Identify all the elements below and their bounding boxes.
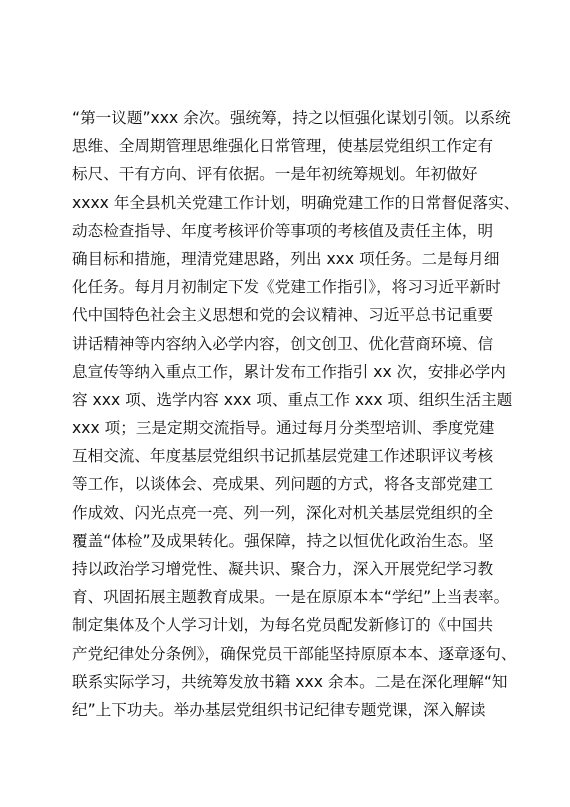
text-line: 动态检查指导、年度考核评价等事项的考核值及责任主体，明 [72,221,494,240]
text-line: 联系实际学习，共统筹发放书籍 xxx 余本。二是在深化理解“知 [72,672,508,691]
text-line: xxx 项；三是定期交流指导。通过每月分类型培训、季度党建 [72,419,495,438]
text-line: 等工作，以谈体会、亮成果、列问题的方式，将各支部党建工 [72,475,494,494]
text-line: 讲话精神等内容纳入必学内容，创文创卫、优化营商环境、信 [72,334,494,353]
text-line: 制定集体及个人学习计划，为每名党员配发新修订的《中国共 [72,616,494,635]
text-line: 思维、全周期管理思维强化日常管理，使基层党组织工作定有 [72,137,494,156]
text-line: 作成效、闪光点亮一亮、列一列，深化对机关基层党组织的全 [72,503,494,522]
text-line: xxxx 年全县机关党建工作计划，明确党建工作的日常督促落实、 [72,193,520,212]
text-line: 息宣传等纳入重点工作，累计发布工作指引 xx 次，安排必学内 [72,362,506,381]
text-line: 育、巩固拓展主题教育成果。一是在原原本本“学纪”上当表率。 [72,588,510,607]
text-line: 产党纪律处分条例》，确保党员干部能坚持原原本本、逐章逐句、 [72,644,517,663]
text-line: 持以政治学习增党性、凝共识、聚合力，深入开展党纪学习教 [72,560,494,578]
text-line: 容 xxx 项、选学内容 xxx 项、重点工作 xxx 项、组织生活主题 [72,390,513,409]
text-line: 互相交流、年度基层党组织书记抓基层党建工作述职评议考核 [72,447,494,466]
text-line: 纪”上下功夫。举办基层党组织书记纪律专题党课，深入解读 [72,700,486,719]
text-line: 确目标和措施，理清党建思路，列出 xxx 项任务。二是每月细 [72,249,500,268]
body-paragraph [72,104,520,724]
text-line: “第一议题”xxx 余次。强统筹，持之以恒强化谋划引领。以系统 [72,109,511,127]
text-line: 化任务。每月月初制定下发《党建工作指引》，将习习近平新时 [72,278,501,297]
text-line: 标尺、干有方向、评有依据。一是年初统筹规划。年初做好 [72,165,478,184]
text-line: 代中国特色社会主义思想和党的会议精神、习近平总书记重要 [72,306,494,325]
text-line: 覆盖“体检”及成果转化。强保障，持之以恒优化政治生态。坚 [72,531,494,550]
